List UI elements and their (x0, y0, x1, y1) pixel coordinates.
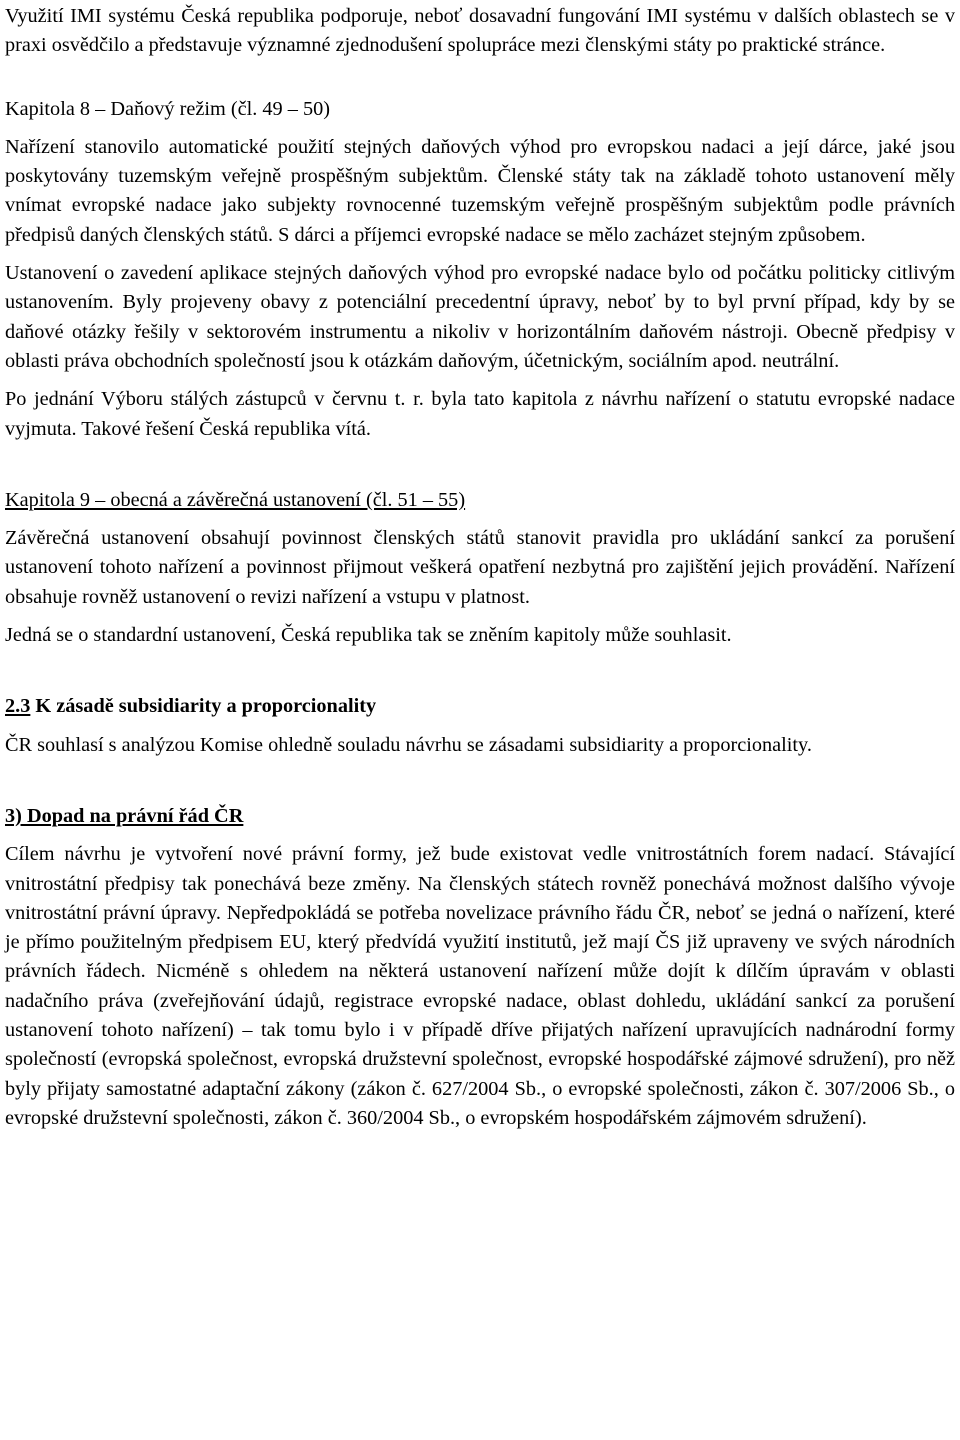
chapter-8-paragraph-3: Po jednání Výboru stálých zástupců v červnu t. r. byla tato kapitola z návrhu nařízení o statutu evropské nadace vyjmuta. Takové řešení Česká republika vítá. (5, 388, 955, 440)
section-2-3-paragraph: ČR souhlasí s analýzou Komise ohledně souladu návrhu se zásadami subsidiarity a proporcionality. (5, 733, 812, 756)
chapter-9-heading: Kapitola 9 – obecná a závěrečná ustanovení (čl. 51 – 55) (5, 488, 466, 511)
section-2-3-heading (5, 692, 955, 721)
chapter-8-heading: Kapitola 8 – Daňový režim (čl. 49 – 50) (5, 97, 330, 120)
chapter-8-paragraph-1: Nařízení stanovilo automatické použití stejných daňových výhod pro evropskou nadaci a její dárce, jaké jsou poskytovány tuzemským veřejně prospěšným subjektům. Členské státy tak na základě tohoto ustanovení měly vnímat evropské nadace jako subjekty rovnocenné tuzemským veřejně prospěšným subjektům podle právních předpisů daných členských států. S dárci a příjemci evropské nadace se mělo zacházet stejným způsobem. (5, 135, 955, 246)
document-page (5, 2, 955, 1133)
paragraph-imi: Využití IMI systému Česká republika podporuje, neboť dosavadní fungování IMI systému v dalších oblastech se v praxi osvědčilo a představuje významné zjednodušení spolupráce mezi členskými státy po praktické stránce. (5, 5, 955, 57)
section-2-3-title: K zásadě subsidiarity a proporcionality (30, 695, 377, 718)
chapter-9-paragraph-1: Závěrečná ustanovení obsahují povinnost členských států stanovit pravidla pro ukládání sankcí za porušení ustanovení tohoto nařízení a povinnost přijmout veškerá opatření nezbytná pro zajištění jejich provádění. Nařízení obsahuje rovněž ustanovení o revizi nařízení a vstupu v platnost. (5, 527, 955, 608)
chapter-9-paragraph-2: Jedná se o standardní ustanovení, Česká republika tak se zněním kapitoly může souhlasit. (5, 624, 732, 647)
chapter-8-paragraph-2: Ustanovení o zavedení aplikace stejných daňových výhod pro evropské nadace bylo od počátku politicky citlivým ustanovením. Byly projeveny obavy z potenciální precedentní úpravy, neboť by to byl první případ, kdy by se daňové otázky řešily v sektorovém instrumentu a nikoliv v horizontálním daňovém nástroji. Obecně předpisy v oblasti práva obchodních společností jsou k otázkám daňovým, účetnickým, sociálním apod. neutrální. (5, 262, 955, 372)
section-2-3-number: 2.3 (5, 695, 31, 718)
section-3-paragraph: Cílem návrhu je vytvoření nové právní formy, jež bude existovat vedle vnitrostátních forem nadací. Stávající vnitrostátní předpisy tak ponechává beze změny. Na členských státech rovněž ponechává možnost dalšího vývoje vnitrostátní právní úpravy. Nepředpokládá se potřeba novelizace právního řádu ČR, neboť se jedná o nařízení, které je přímo použitelným předpisem EU, který předvídá využití institutů, jež mají ČS již upraveny ve svých národních právních řádech. Nicméně s ohledem na některá ustanovení nařízení může dojít k dílčím úpravám v oblasti nadačního práva (zveřejňování údajů, registrace evropské nadace, oblast dohledu, ukládání sankcí za porušení ustanovení tohoto nařízení) – tak tomu bylo i v případě dříve přijatých nařízení upravujících nadnárodní formy společností (evropská společnost, evropská družstevní společnost, evropské hospodářské zájmové sdružení), pro něž byly přijaty samostatné adaptační zákony (zákon č. 627/2004 Sb., o evropské společnosti, zákon č. 307/2006 Sb., o evropské družstevní společnosti, zákon č. 360/2004 Sb., o evropském hospodářském zájmovém sdružení). (5, 843, 955, 1129)
section-3-heading: 3) Dopad na právní řád ČR (5, 804, 244, 827)
